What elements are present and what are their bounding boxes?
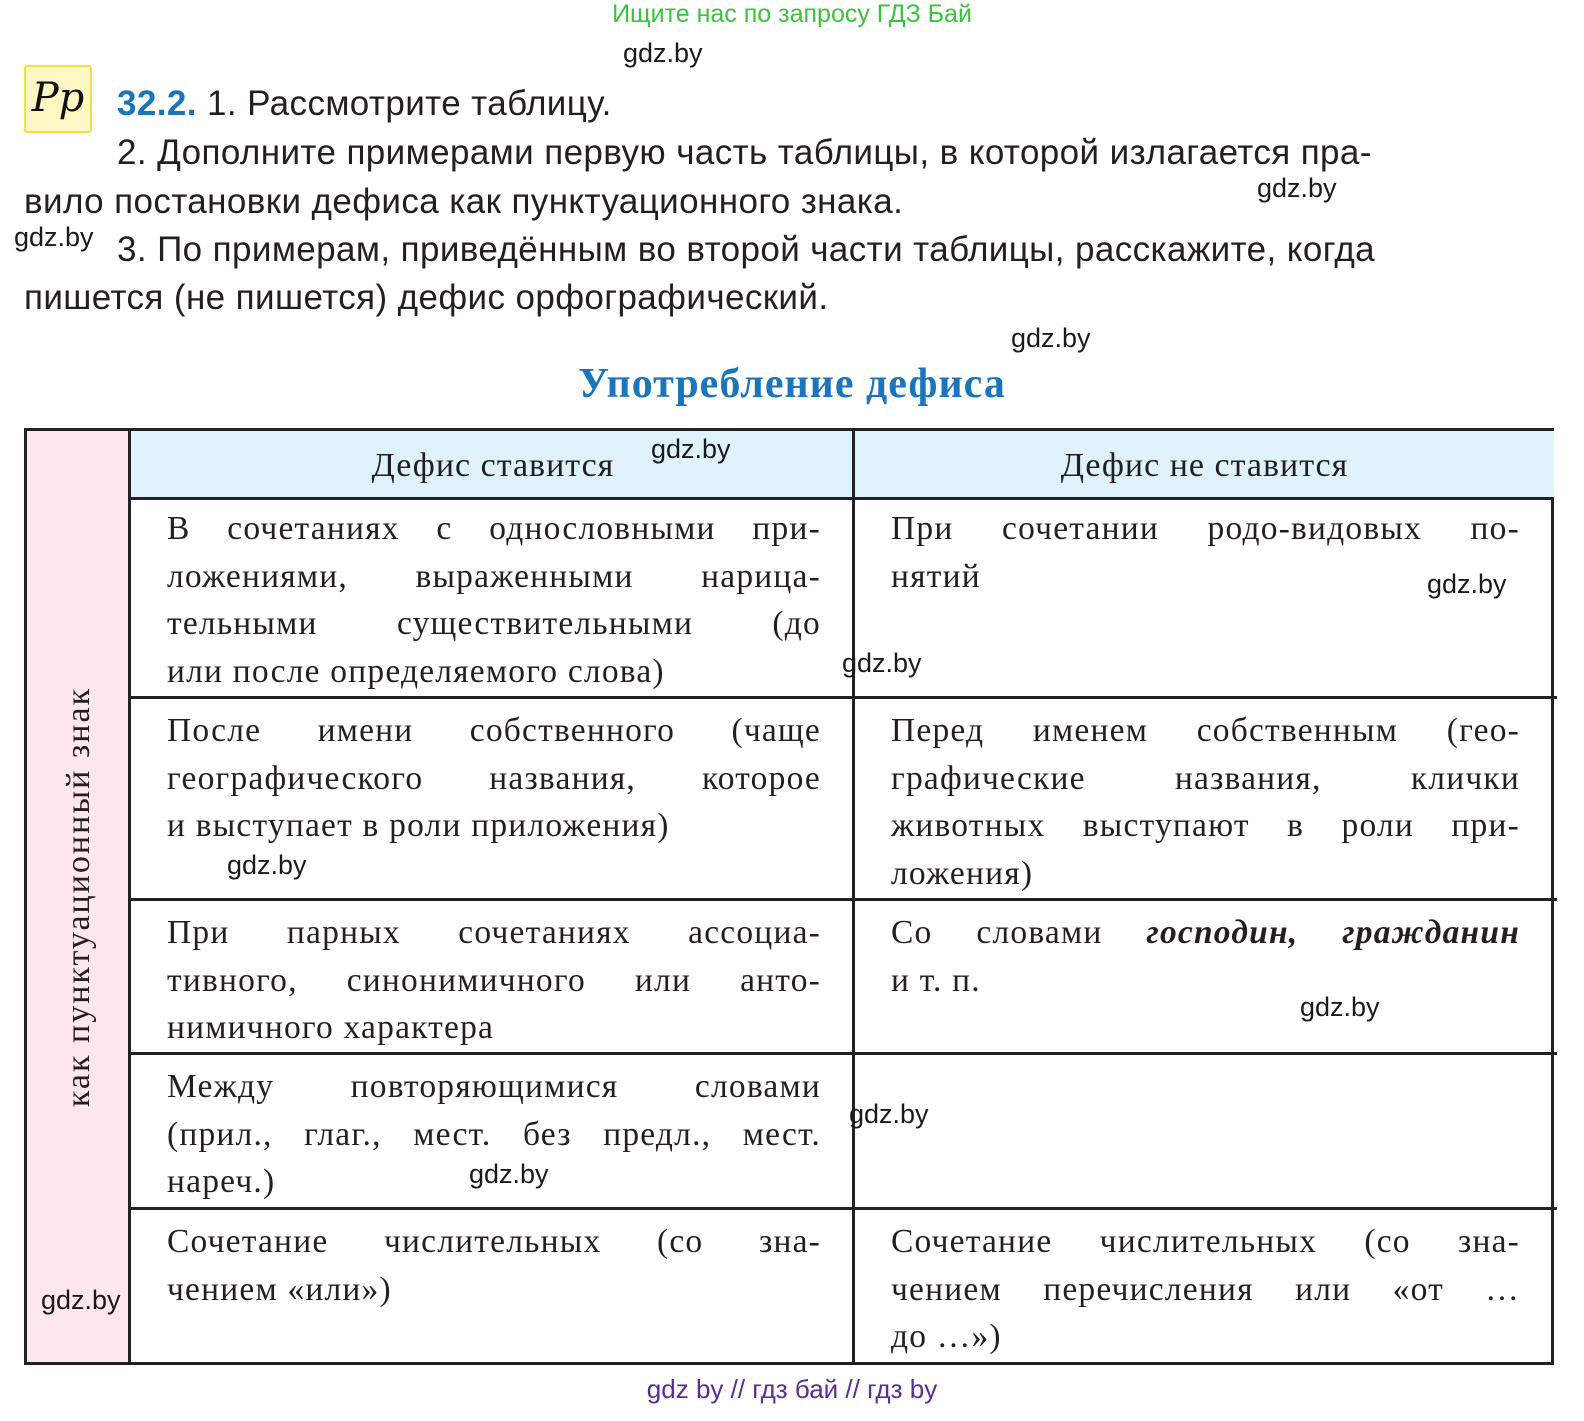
side-column [27,431,131,1362]
task-number: 32.2. [117,84,197,123]
cell-line: чением перечисления или «от … [891,1270,1520,1308]
table-cell-right [855,699,1554,901]
hyphen-usage-table [24,428,1554,1365]
side-label: как пунктуационный знак [60,686,97,1107]
task-line-2: 2. Дополните примерами первую часть таблицы, в которой излагается пра- [117,133,1372,172]
speech-development-icon: Pp [24,65,92,133]
cell-line: до …») [891,1318,1002,1355]
cell-line: животных выступают в роли при- [891,807,1520,844]
cell-line: Между повторяющимися словами [167,1068,821,1105]
cell-text: Со словами [891,914,1147,951]
watermark: gdz.by [651,434,731,464]
watermark: gdz.by [41,1285,121,1315]
task-line-4: 3. По примерам, приведённым во второй части таблицы, расскажите, когда [117,230,1376,269]
watermark: gdz.by [842,648,922,678]
watermark: gdz.by [1257,173,1337,203]
cell-line: ложения) [891,854,1034,892]
cell-line: (прил., глаг., мест. без предл., мест. [167,1115,821,1153]
emphasized-words: господин, гражданин [1146,914,1520,951]
cell-line: нареч.) [167,1163,276,1200]
cell-line: После имени собственного (чаще [167,712,821,749]
cell-line: чением «или») [167,1270,392,1308]
cell-line: При сочетании родо-видовых по- [891,510,1520,547]
cell-line: нятий [891,557,981,595]
watermark: gdz.by [849,1099,929,1129]
table-cell-right [855,1055,1554,1210]
search-banner: Ищите нас по запросу ГДЗ Бай [612,0,972,28]
cell-line: При парных сочетаниях ассоциа- [167,914,821,951]
cell-line: Сочетание числительных (со зна- [891,1223,1520,1260]
header-hyphen-used: Дефис ставится [131,431,855,500]
cell-line: тельными существительными (до [167,605,821,642]
cell-line: тивного, синонимичного или анто- [167,961,821,999]
watermark: gdz.by [1300,992,1380,1022]
task-line-3: вило постановки дефиса как пунктуационного знака. [24,182,904,221]
cell-line: Перед именем собственным (гео- [891,712,1520,749]
task-line-1: 32.2. 1. Рассмотрите таблицу. [117,84,612,123]
watermark: gdz.by [1427,569,1507,599]
cell-line: географического названия, которое [167,759,821,797]
table-cell-left [131,497,855,699]
watermark: gdz.by [14,222,94,252]
cell-line [891,909,1520,957]
table-cell-right [855,901,1554,1055]
cell-line: Сочетание числительных (со зна- [167,1223,821,1260]
cell-line: графические названия, клички [891,759,1520,797]
cell-line: нимичного характера [167,1009,495,1046]
watermark: gdz.by [227,850,307,880]
table-cell-left [131,901,855,1055]
cell-line: и т. п. [891,961,981,999]
cell-line: В сочетаниях с однословными при- [167,510,821,547]
footer-links: gdz by // гдз бай // гдз by [646,1374,938,1404]
watermark: gdz.by [469,1159,549,1189]
table-title: Употребление дефиса [578,361,1006,407]
task-line-5: пишется (не пишется) дефис орфографический. [24,278,829,317]
header-hyphen-not-used: Дефис не ставится [855,431,1554,500]
cell-line: и выступает в роли приложения) [167,807,670,844]
cell-line: ложениями, выраженными нарица- [167,557,821,595]
table-cell-left [131,1210,855,1362]
cell-line: или после определяемого слова) [167,652,665,690]
task-text [0,0,1584,330]
watermark: gdz.by [1011,323,1091,353]
table-cell-right [855,1210,1554,1362]
watermark: gdz.by [623,38,703,68]
